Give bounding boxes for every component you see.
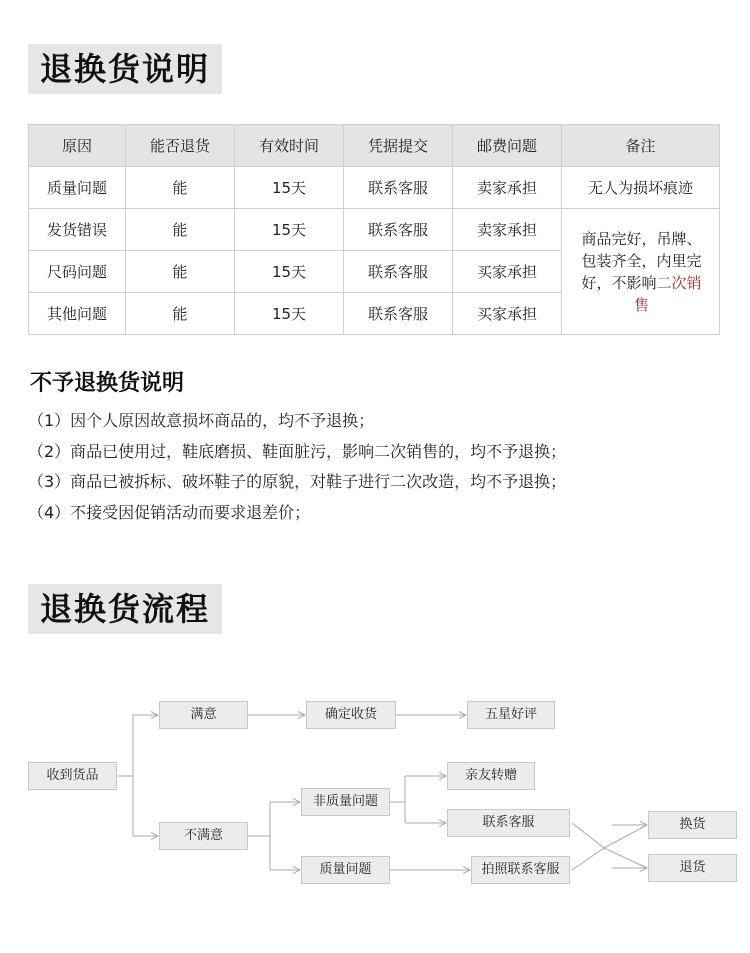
returnable-cell: 能 xyxy=(126,293,235,335)
node-unsatisfied: 不满意 xyxy=(159,822,248,850)
rule-item: （1）因个人原因故意损坏商品的，均不予退换； xyxy=(28,411,375,430)
column-header: 有效时间 xyxy=(235,125,344,167)
postage-cell: 卖家承担 xyxy=(453,167,562,209)
node-contact-service: 联系客服 xyxy=(447,809,570,837)
column-header: 邮费问题 xyxy=(453,125,562,167)
postage-cell: 买家承担 xyxy=(453,293,562,335)
node-quality-issue: 质量问题 xyxy=(301,856,390,884)
returns-policy-title: 退换货说明 xyxy=(28,44,222,94)
rule-item: （3）商品已被拆标、破坏鞋子的原貌，对鞋子进行二次改造，均不予退换； xyxy=(28,472,567,491)
returnable-cell: 能 xyxy=(126,209,235,251)
proof-cell: 联系客服 xyxy=(344,251,453,293)
period-cell: 15天 xyxy=(235,167,344,209)
node-five-star: 五星好评 xyxy=(467,701,555,729)
returnable-cell: 能 xyxy=(126,167,235,209)
period-cell: 15天 xyxy=(235,293,344,335)
process-title: 退换货流程 xyxy=(28,584,222,634)
node-non-quality-issue: 非质量问题 xyxy=(301,788,390,816)
process-flowchart xyxy=(0,690,750,890)
rule-item: （2）商品已使用过，鞋底磨损、鞋面脏污，影响二次销售的，均不予退换； xyxy=(28,441,567,461)
column-header: 能否退货 xyxy=(126,125,235,167)
reason-cell: 其他问题 xyxy=(29,293,126,335)
note-highlight: 二次销售 xyxy=(633,273,702,314)
column-header: 原因 xyxy=(29,125,126,167)
proof-cell: 联系客服 xyxy=(344,167,453,209)
no-return-rules xyxy=(28,406,566,528)
column-header: 凭据提交 xyxy=(344,125,453,167)
node-gift-friend: 亲友转赠 xyxy=(447,762,535,790)
proof-cell: 联系客服 xyxy=(344,209,453,251)
reason-cell: 质量问题 xyxy=(29,167,126,209)
node-satisfied: 满意 xyxy=(159,701,248,729)
proof-cell: 联系客服 xyxy=(344,293,453,335)
node-refund: 退货 xyxy=(648,854,737,882)
node-confirm-receipt: 确定收货 xyxy=(306,701,396,729)
node-received-goods: 收到货品 xyxy=(28,762,117,790)
table-row xyxy=(29,167,720,209)
note-text: 商品完好，吊牌、包装齐全，内里完好，不影响 xyxy=(581,229,702,292)
table-header-row xyxy=(29,125,720,167)
postage-cell: 买家承担 xyxy=(453,251,562,293)
column-header: 备注 xyxy=(562,125,720,167)
rule-item: （4）不接受因促销活动而要求退差价； xyxy=(28,502,311,522)
reason-cell: 尺码问题 xyxy=(29,251,126,293)
table-row xyxy=(29,209,720,251)
no-return-title: 不予退换货说明 xyxy=(30,371,185,396)
node-exchange: 换货 xyxy=(648,811,737,839)
postage-cell: 卖家承担 xyxy=(453,209,562,251)
period-cell: 15天 xyxy=(235,251,344,293)
node-photo-contact-service: 拍照联系客服 xyxy=(471,856,570,884)
reason-cell: 发货错误 xyxy=(29,209,126,251)
period-cell: 15天 xyxy=(235,209,344,251)
returnable-cell: 能 xyxy=(126,251,235,293)
note-cell: 无人为损坏痕迹 xyxy=(562,167,720,209)
returns-policy-table xyxy=(28,124,720,335)
merged-note-cell xyxy=(562,209,720,335)
